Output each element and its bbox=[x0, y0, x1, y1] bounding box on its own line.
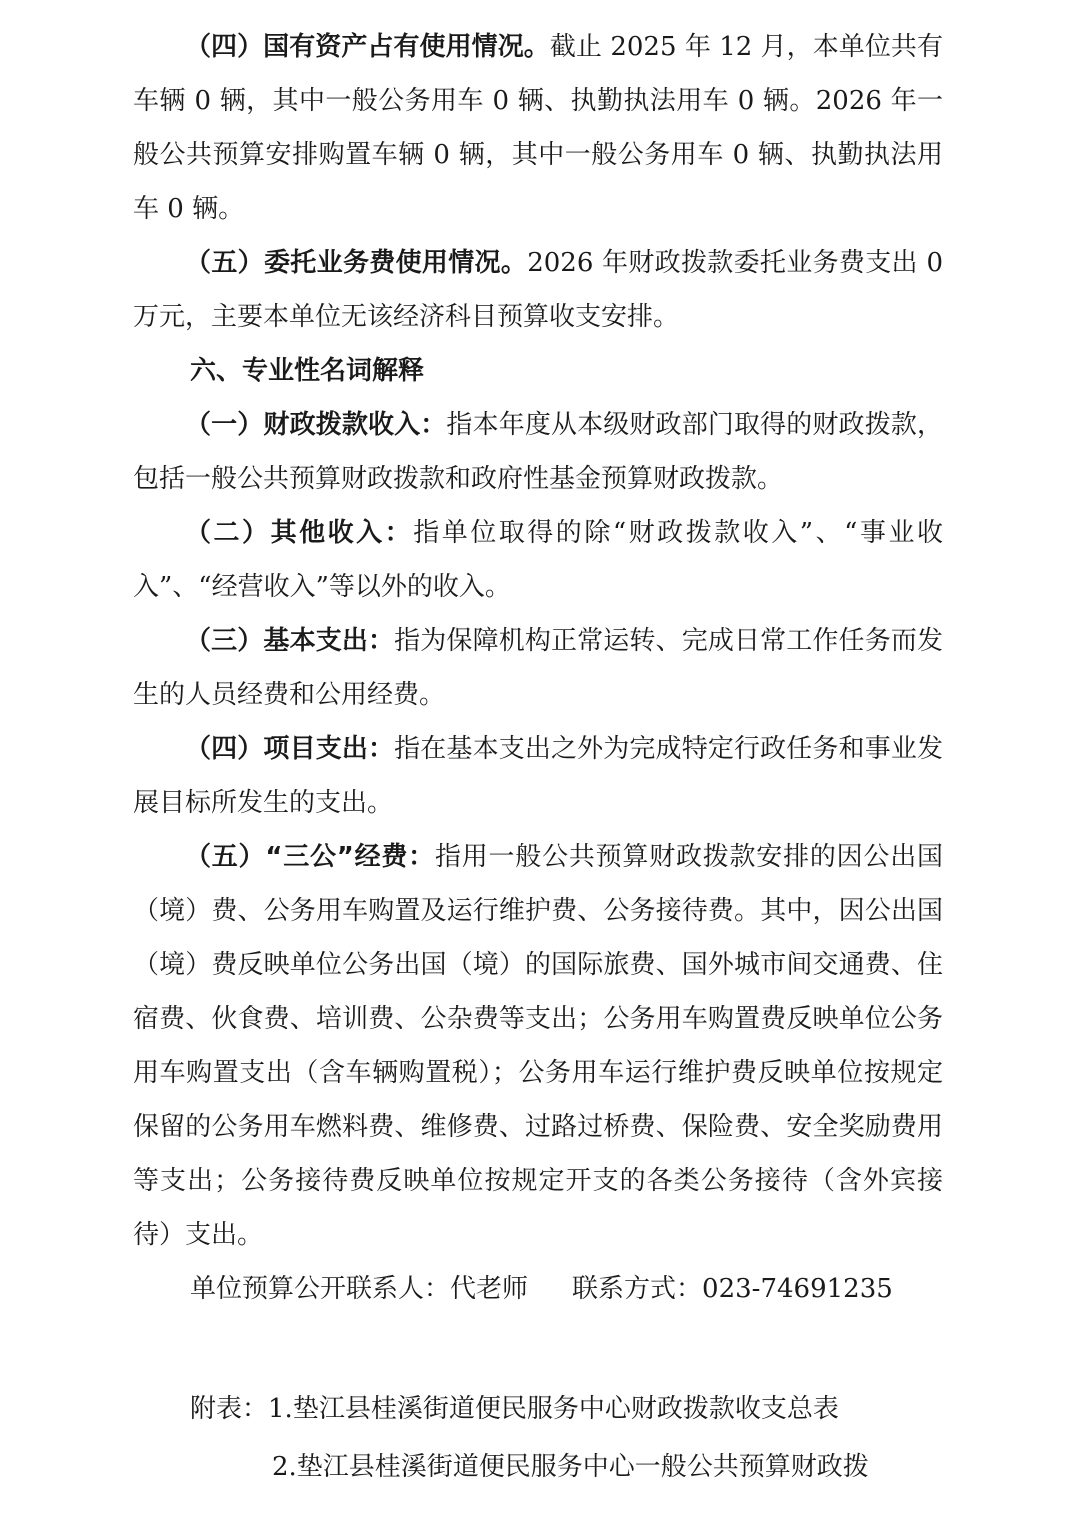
contact-phone: 023-74691235 bbox=[702, 1274, 893, 1304]
paragraph-lead: （四）国有资产占有使用情况。 bbox=[185, 32, 550, 62]
paragraph-body: 截止 2025 年 12 月，本单位共有车辆 0 辆，其中一般公务用车 0 辆、执勤执法用车 0 辆。2026 年一般公共预算安排购置车辆 0 辆，其中一般公务用车 0 辆、执勤执法用车 0 辆。 bbox=[133, 32, 943, 224]
contact-line bbox=[190, 1262, 893, 1316]
paragraph-body: 指为保障机构正常运转、完成日常工作任务而发生的人员经费和公用经费。 bbox=[133, 626, 943, 710]
paragraph-lead: （五）委托业务费使用情况。 bbox=[185, 248, 528, 278]
paragraph-lead: （三）基本支出： bbox=[185, 626, 395, 656]
section-heading: 六、专业性名词解释 bbox=[190, 356, 425, 386]
paragraph-lead: （四）项目支出： bbox=[185, 734, 395, 764]
paragraph-body: 指本年度从本级财政部门取得的财政拨款，包括一般公共预算财政拨款和政府性基金预算财政拨款。 bbox=[133, 410, 943, 494]
paragraph-state-assets bbox=[133, 20, 943, 236]
attachment-line-1 bbox=[190, 1382, 839, 1436]
paragraph-body: 指用一般公共预算财政拨款安排的因公出国（境）费、公务用车购置及运行维护费、公务接待费。其中，因公出国（境）费反映单位公务出国（境）的国际旅费、国外城市间交通费、住宿费、伙食费、培训费、公杂费等支出；公务用车购置费反映单位公务用车购置支出（含车辆购置税）；公务用车运行维护费反映单位按规定保留的公务用车燃料费、维修费、过路过桥费、保险费、安全奖励费用等支出；公务接待费反映单位按规定开支的各类公务接待（含外宾接待）支出。 bbox=[133, 842, 943, 1250]
attachment-line-2 bbox=[272, 1440, 869, 1494]
contact-phone-label: 联系方式： bbox=[572, 1274, 703, 1304]
paragraph-body: 指在基本支出之外为完成特定行政任务和事业发展目标所发生的支出。 bbox=[133, 734, 943, 818]
attachment-item: 1.垫江县桂溪街道便民服务中心财政拨款收支总表 bbox=[268, 1394, 839, 1424]
paragraph-lead: （五）“三公”经费： bbox=[185, 842, 435, 872]
paragraph-body: 2026 年财政拨款委托业务费支出 0 万元，主要本单位无该经济科目预算收支安排。 bbox=[133, 248, 943, 332]
paragraph-other-income bbox=[133, 506, 943, 614]
contact-person-label: 单位预算公开联系人： bbox=[190, 1274, 451, 1304]
paragraph-fiscal-income bbox=[133, 398, 943, 506]
paragraph-lead: （一）财政拨款收入： bbox=[185, 410, 447, 440]
attachment-item: 2.垫江县桂溪街道便民服务中心一般公共预算财政拨 bbox=[272, 1452, 869, 1482]
paragraph-basic-expenditure bbox=[133, 614, 943, 722]
paragraph-body: 指单位取得的除“财政拨款收入”、“事业收入”、“经营收入”等以外的收入。 bbox=[133, 518, 943, 602]
paragraph-project-expenditure bbox=[133, 722, 943, 830]
contact-person: 代老师 bbox=[450, 1274, 529, 1304]
paragraph-lead: （二）其他收入： bbox=[185, 518, 414, 548]
attachment-label: 附表： bbox=[190, 1394, 269, 1424]
paragraph-three-public-funds bbox=[133, 830, 943, 1262]
paragraph-commission-fee bbox=[133, 236, 943, 344]
